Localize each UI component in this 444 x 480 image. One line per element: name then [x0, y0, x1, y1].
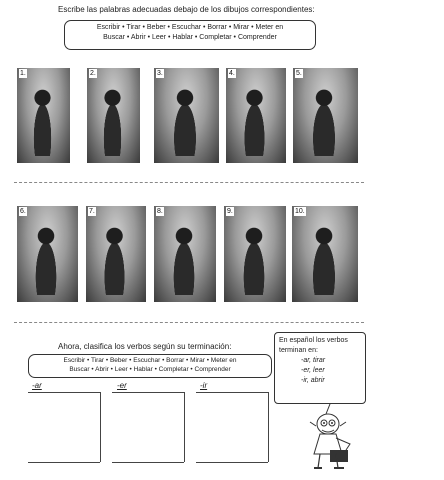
column-writing-area-er[interactable] [112, 462, 184, 463]
answer-line-row-2[interactable] [14, 322, 364, 323]
column-label-ir: -ir [200, 381, 208, 390]
photo-number: 5. [296, 70, 302, 77]
note-line-2: terminan en: [279, 347, 318, 354]
column-label-ar: -ar [32, 381, 42, 390]
photo-number: 2. [90, 70, 96, 77]
photo-3 [154, 68, 219, 163]
photo-7 [86, 206, 146, 302]
photo-5 [293, 68, 358, 163]
column-header-line-er [112, 392, 184, 393]
column-writing-area-ar[interactable] [28, 462, 100, 463]
person-figure [238, 223, 270, 295]
photo-1 [17, 68, 70, 163]
photo-4 [226, 68, 286, 163]
photo-2 [87, 68, 140, 163]
person-figure [168, 223, 200, 295]
note-ending-ar: -ar, tirar [301, 357, 326, 364]
bottom-word-bank-line-2: Buscar • Abrir • Leer • Hablar • Completar • Comprender [69, 366, 231, 373]
bottom-word-bank [28, 354, 272, 378]
cartoon-professor-icon [300, 404, 360, 474]
photo-number: 4. [229, 70, 235, 77]
person-figure [239, 85, 270, 156]
photo-number: 3. [157, 70, 163, 77]
column-divider-er [184, 392, 185, 462]
photo-9 [224, 206, 286, 302]
column-writing-area-ir[interactable] [196, 462, 268, 463]
person-figure [99, 223, 130, 295]
note-ending-er: -er, leer [301, 367, 325, 374]
column-header-line-ar [28, 392, 100, 393]
top-instruction: Escribe las palabras adecuadas debajo de los dibujos correspondientes: [58, 5, 315, 14]
bottom-instruction: Ahora, clasifica los verbos según su terminación: [58, 342, 232, 351]
person-figure [99, 85, 127, 156]
top-word-bank-line-2: Buscar • Abrir • Leer • Hablar • Completar • Comprender [103, 34, 277, 41]
photo-10 [292, 206, 358, 302]
photo-number: 1. [20, 70, 26, 77]
answer-line-row-1[interactable] [14, 182, 364, 183]
person-figure [30, 223, 62, 295]
column-divider-ir [268, 392, 269, 462]
bottom-word-bank-line-1: Escribir • Tirar • Beber • Escuchar • Borrar • Mirar • Meter en [63, 357, 237, 364]
photo-number: 9. [227, 208, 233, 215]
person-figure [307, 223, 341, 295]
person-figure [307, 85, 341, 156]
photo-number: 10. [295, 208, 305, 215]
top-word-bank [64, 20, 316, 50]
person-figure [168, 85, 202, 156]
photo-6 [17, 206, 78, 302]
photo-number: 6. [20, 208, 26, 215]
note-line-1: En español los verbos [279, 337, 348, 344]
person-figure [29, 85, 57, 156]
top-word-bank-line-1: Escribir • Tirar • Beber • Escuchar • Borrar • Mirar • Meter en [96, 24, 284, 31]
column-header-line-ir [196, 392, 268, 393]
note-ending-ir: -ir, abrir [301, 377, 325, 384]
grammar-note-bubble [274, 332, 366, 404]
photo-number: 8. [157, 208, 163, 215]
column-label-er: -er [117, 381, 127, 390]
column-divider-ar [100, 392, 101, 462]
photo-8 [154, 206, 216, 302]
photo-number: 7. [89, 208, 95, 215]
